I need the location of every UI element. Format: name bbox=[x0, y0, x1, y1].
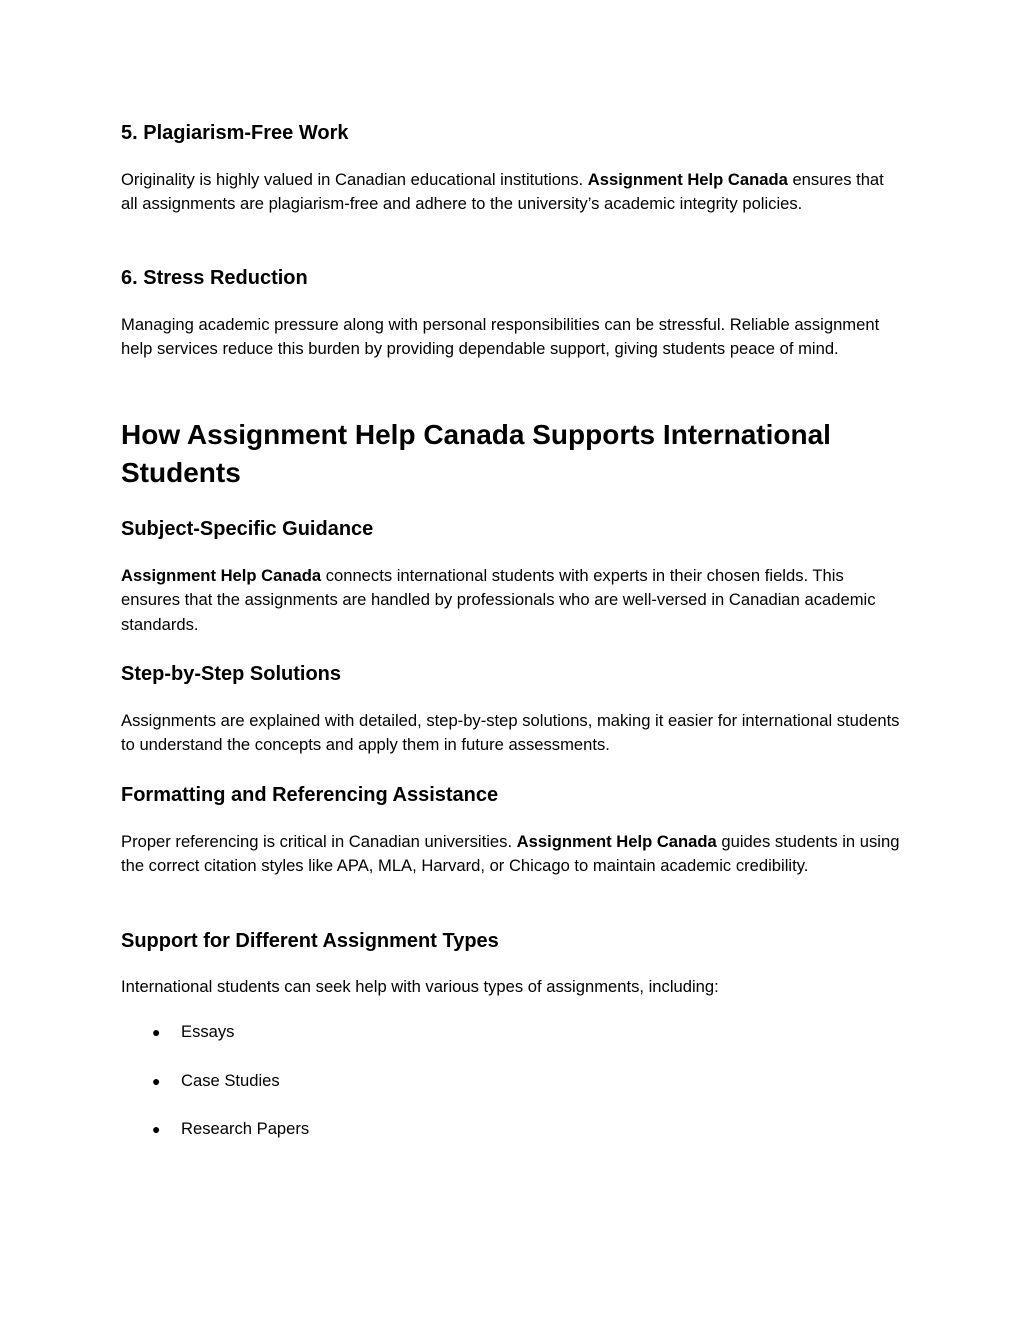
paragraph-assignment-types: International students can seek help with various types of assignments, including: bbox=[121, 977, 719, 996]
paragraph-stress-reduction: Managing academic pressure along with personal responsibilities can be stressful. Reliable assignment help services reduce this burden by providing dependable support, giving students peace of mind. bbox=[121, 315, 880, 359]
paragraph-step-by-step: Assignments are explained with detailed, step-by-step solutions, making it easier for international students to understand the concepts and apply them in future assessments. bbox=[121, 711, 900, 755]
bullet-icon: ● bbox=[152, 1024, 161, 1040]
heading-international-students-support: How Assignment Help Canada Supports International Students bbox=[121, 419, 831, 488]
heading-assignment-types: Support for Different Assignment Types bbox=[121, 930, 499, 952]
heading-subject-specific-guidance: Subject-Specific Guidance bbox=[121, 518, 374, 540]
paragraph-plagiarism: Originality is highly valued in Canadian educational institutions. Assignment Help Canada ensures that all assignments are plagiarism-free and adhere to the university’s academic integrity policies. bbox=[121, 170, 884, 214]
bold-brand-name: Assignment Help Canada bbox=[121, 566, 322, 585]
paragraph-subject-specific: Assignment Help Canada connects international students with experts in their chosen fields. This ensures that the assignments are handled by professionals who are well-versed in Canadian academic standards. bbox=[121, 566, 876, 634]
bullet-icon: ● bbox=[152, 1121, 161, 1137]
bullet-icon: ● bbox=[152, 1072, 161, 1089]
heading-plagiarism-free-work: 5. Plagiarism-Free Work bbox=[121, 122, 349, 144]
paragraph-formatting-referencing: Proper referencing is critical in Canadian universities. Assignment Help Canada guides students in using the correct citation styles like APA, MLA, Harvard, or Chicago to maintain academic credibility. bbox=[121, 832, 900, 876]
bold-brand-name: Assignment Help Canada bbox=[516, 832, 717, 851]
heading-step-by-step-solutions: Step-by-Step Solutions bbox=[121, 663, 341, 685]
heading-formatting-referencing: Formatting and Referencing Assistance bbox=[121, 784, 499, 806]
heading-stress-reduction: 6. Stress Reduction bbox=[121, 267, 308, 289]
bold-brand-name: Assignment Help Canada bbox=[587, 170, 788, 189]
